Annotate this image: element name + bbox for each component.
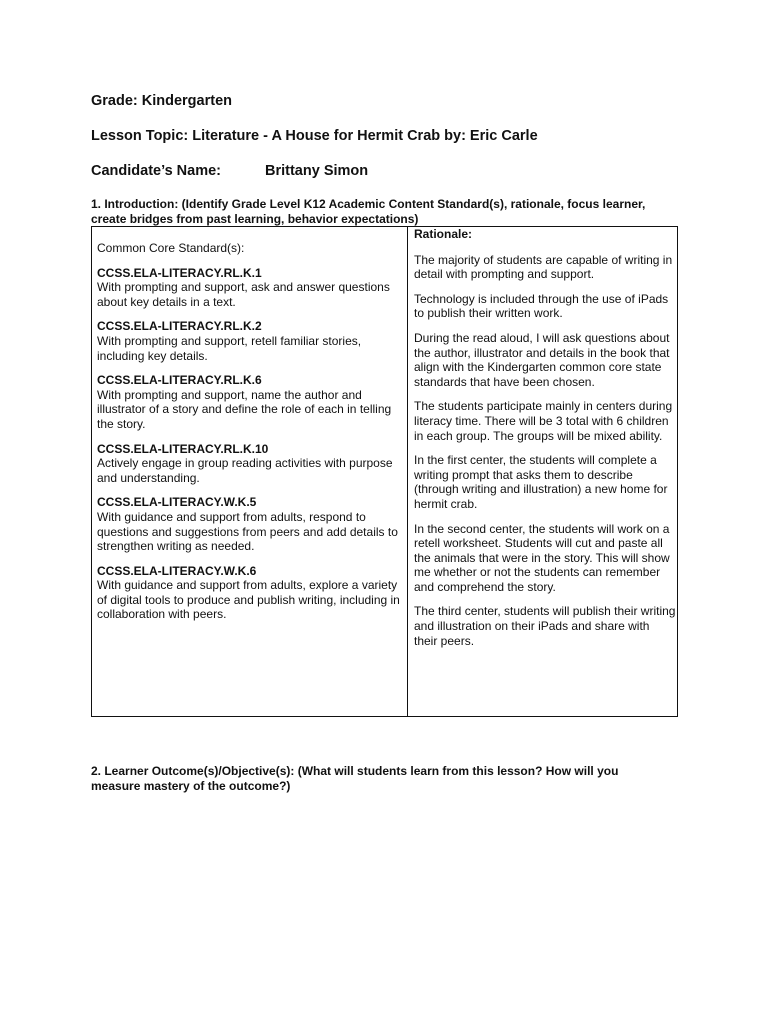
- standard-item: [97, 373, 400, 431]
- standards-column: [97, 241, 400, 632]
- rationale-paragraph: The students participate mainly in centers during literacy time. There will be 3 total with 6 children in each group. The groups will be mixed ability.: [414, 399, 673, 443]
- standard-code: CCSS.ELA-LITERACY.RL.K.1: [97, 265, 262, 280]
- standard-item: [97, 319, 400, 363]
- candidate-name: Brittany Simon: [265, 163, 369, 179]
- standard-text: With guidance and support from adults, respond to questions and suggestions from peers and add details to strengthen writing as needed.: [97, 509, 398, 554]
- section-2-heading: 2. Learner Outcome(s)/Objective(s): (What will students learn from this lesson? How will you measure mastery of the outcome?): [91, 764, 619, 793]
- standard-text: Actively engage in group reading activities with purpose and understanding.: [97, 456, 393, 485]
- standard-text: With prompting and support, retell familiar stories, including key details.: [97, 333, 362, 363]
- rationale-paragraph: In the second center, the students will work on a retell worksheet. Students will cut and paste all the animals that were in the story. This will show me whether or not the students can remember and comprehend the story.: [414, 521, 670, 594]
- standard-item: [97, 564, 400, 622]
- rationale-heading: Rationale:: [414, 227, 473, 241]
- candidate-label: Candidate’s Name:: [91, 163, 221, 179]
- standard-item: [97, 495, 400, 553]
- candidate-line: [91, 163, 368, 179]
- standard-text: With guidance and support from adults, explore a variety of digital tools to produce and publish writing, including in collaboration with peers.: [97, 578, 400, 622]
- rationale-paragraph: The majority of students are capable of writing in detail with prompting and support.: [414, 252, 673, 282]
- standard-code: CCSS.ELA-LITERACY.RL.K.10: [97, 441, 269, 456]
- rationale-paragraph: During the read aloud, I will ask questions about the author, illustrator and details in the book that align with the Kindergarten common core state standards that have been chosen.: [414, 330, 670, 389]
- lesson-topic-heading: Lesson Topic: Literature - A House for Hermit Crab by: Eric Carle: [91, 128, 538, 144]
- standard-code: CCSS.ELA-LITERACY.RL.K.2: [97, 319, 262, 334]
- column-divider: [407, 227, 408, 716]
- rationale-column: [414, 227, 676, 658]
- standard-code: CCSS.ELA-LITERACY.W.K.6: [97, 563, 257, 578]
- standard-item: [97, 442, 400, 486]
- standards-label: Common Core Standard(s):: [97, 241, 245, 255]
- rationale-paragraph: In the first center, the students will complete a writing prompt that asks them to describe (through writing and illustration) a new home for hermit crab.: [414, 453, 668, 511]
- rationale-paragraph: Technology is included through the use of iPads to publish their written work.: [414, 291, 669, 321]
- standard-item: [97, 266, 400, 310]
- grade-heading: Grade: Kindergarten: [91, 93, 232, 109]
- rationale-paragraph: The third center, students will publish their writing and illustration on their iPads and share with their peers.: [414, 604, 676, 648]
- standard-code: CCSS.ELA-LITERACY.W.K.5: [97, 495, 257, 510]
- section-1-heading: 1. Introduction: (Identify Grade Level K12 Academic Content Standard(s), rationale, focus learner, create bridges from past learning, behavior expectations): [91, 197, 646, 226]
- standards-rationale-table: [91, 226, 678, 717]
- standard-text: With prompting and support, name the author and illustrator of a story and define the role of each in telling the story.: [97, 387, 392, 431]
- standard-text: With prompting and support, ask and answer questions about key details in a text.: [97, 280, 390, 309]
- standard-code: CCSS.ELA-LITERACY.RL.K.6: [97, 373, 262, 388]
